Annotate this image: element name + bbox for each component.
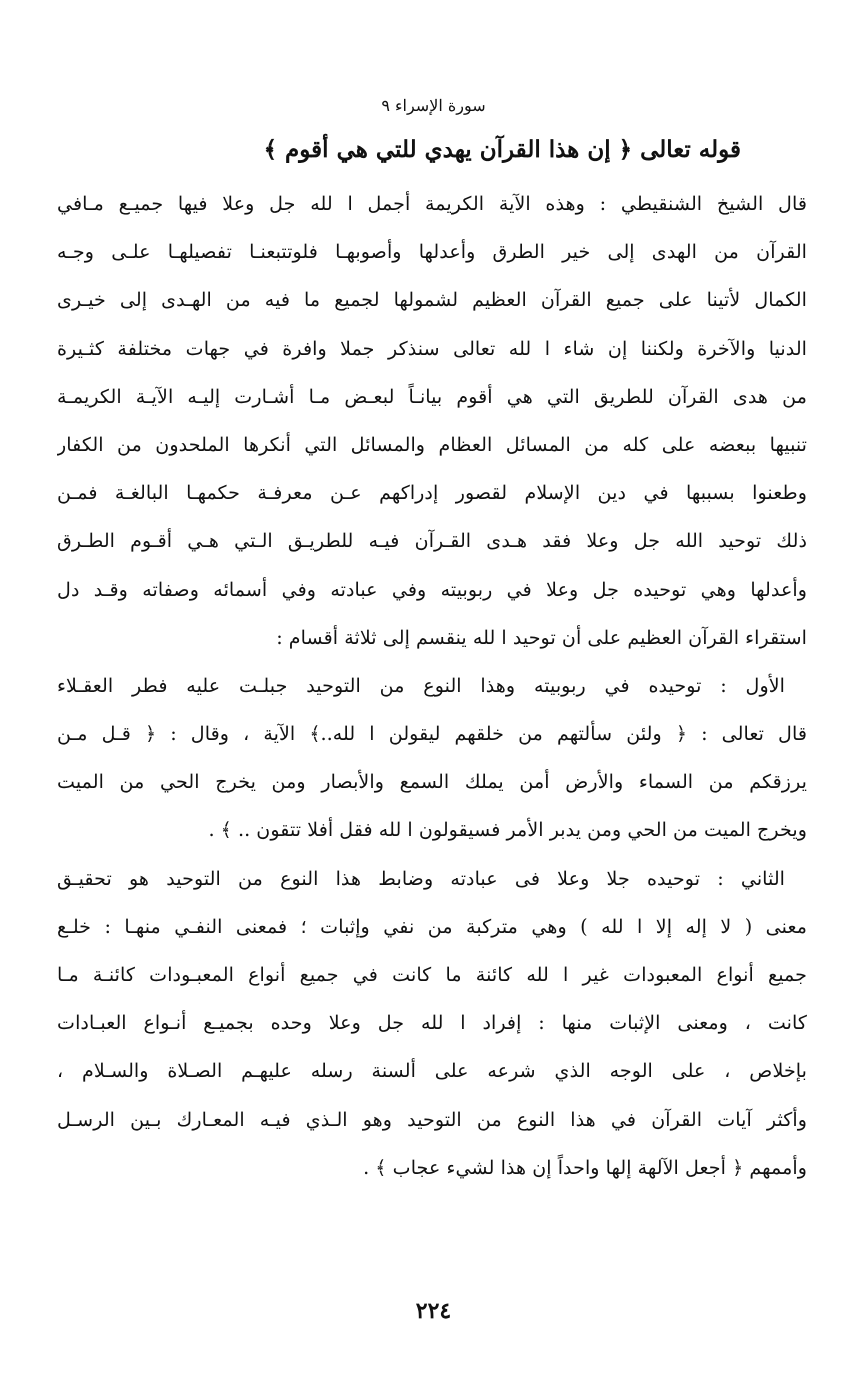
body-line: الأول : توحيده في ربوبيته وهذا النوع من التوحيد جبلـت عليه فطر العقـلاء <box>57 673 785 697</box>
body-line: ويخرج الميت من الحي ومن يدبر الأمر فسيقولون ا لله فقل أفلا تتقون .. ﴾ . <box>208 818 807 842</box>
body-line: وأكثر آيات القرآن في هذا النوع من التوحيد وهو الـذي فيـه المعـارك بـين الرسـل <box>57 1107 807 1131</box>
body-line: وأممهم ﴿ أجعل الآلهة إلها واحداً إن هذا لشيء عجاب ﴾ . <box>363 1155 807 1179</box>
body-line: كانت ، ومعنى الإثبات منها : إفراد ا لله جل وعلا وحده بجميـع أنـواع العبـادات <box>57 1011 807 1035</box>
body-line: قال تعالى : ﴿ ولئن سألتهم من خلقهم ليقولن ا لله..﴾ الآية ، وقال : ﴿ قـل مـن <box>57 722 807 746</box>
page-number: ٢٢٤ <box>415 1298 452 1324</box>
body-line: بإخلاص ، على الوجه الذي شرعه على ألسنة رسله عليهـم الصـلاة والسـلام ، <box>57 1059 807 1083</box>
body-line: ذلك توحيد الله جل وعلا فقد هـدى القـرآن فيـه للطريـق الـتي هـي أقـوم الطـرق <box>57 529 807 553</box>
body-line: تنبيها ببعضه على كله من المسائل العظام والمسائل التي أنكرها الملحدون من الكفار <box>57 432 807 456</box>
body-line: القرآن من الهدى إلى خير الطرق وأعدلها وأصوبهـا فلوتتبعنـا تفصيلهـا علـى وجـه <box>57 240 807 264</box>
body-line: وطعنوا بسببها في دين الإسلام لقصور إدراكهم عـن معرفـة حكمهـا البالغـة فمـن <box>57 481 807 505</box>
body-line: وأعدلها وهي توحيده جل وعلا في ربوبيته وفي عبادته وفي أسمائه وصفاته وقـد دل <box>57 577 807 601</box>
body-line: الثاني : توحيده جلا وعلا فى عبادته وضابط هذا النوع من التوحيد هو تحقيـق <box>57 866 785 890</box>
body-line: الكمال لأتينا على جميع القرآن العظيم لشمولها لجميع ما فيه من الهـدى إلى خيـرى <box>57 288 807 312</box>
body-line: يرزقكم من السماء والأرض أمن يملك السمع والأبصار ومن يخرج الحي من الميت <box>57 770 807 794</box>
body-line: الدنيا والآخرة ولكننا إن شاء ا لله تعالى سنذكر جملا وافرة في جهات مختلفة كثـيرة <box>57 336 807 360</box>
section-heading: قوله تعالى ﴿ إن هذا القرآن يهدي للتي هي أقوم ﴾ <box>263 136 741 163</box>
body-line: معنى ( لا إله إلا ا لله ) وهي متركبة من نفي وإثبات ؛ فمعنى النفـي منهـا : خلـع <box>57 914 807 938</box>
running-header: سورة الإسراء ٩ <box>381 96 486 115</box>
body-line: جميع أنواع المعبودات غير ا لله كائنة ما كانت في جميع أنواع المعبـودات كائنـة مـا <box>57 963 807 986</box>
body-line: من هدى القرآن للطريق التي هي أقوم بيانـاً لبعـض مـا أشـارت إليـه الآيـة الكريمـة <box>57 384 807 408</box>
body-line: قال الشيخ الشنقيطي : وهذه الآية الكريمة أجمل ا لله جل وعلا فيها جميـع مـافي <box>57 192 807 215</box>
body-text <box>57 180 807 1192</box>
body-line: استقراء القرآن العظيم على أن توحيد ا لله ينقسم إلى ثلاثة أقسام : <box>276 625 807 649</box>
